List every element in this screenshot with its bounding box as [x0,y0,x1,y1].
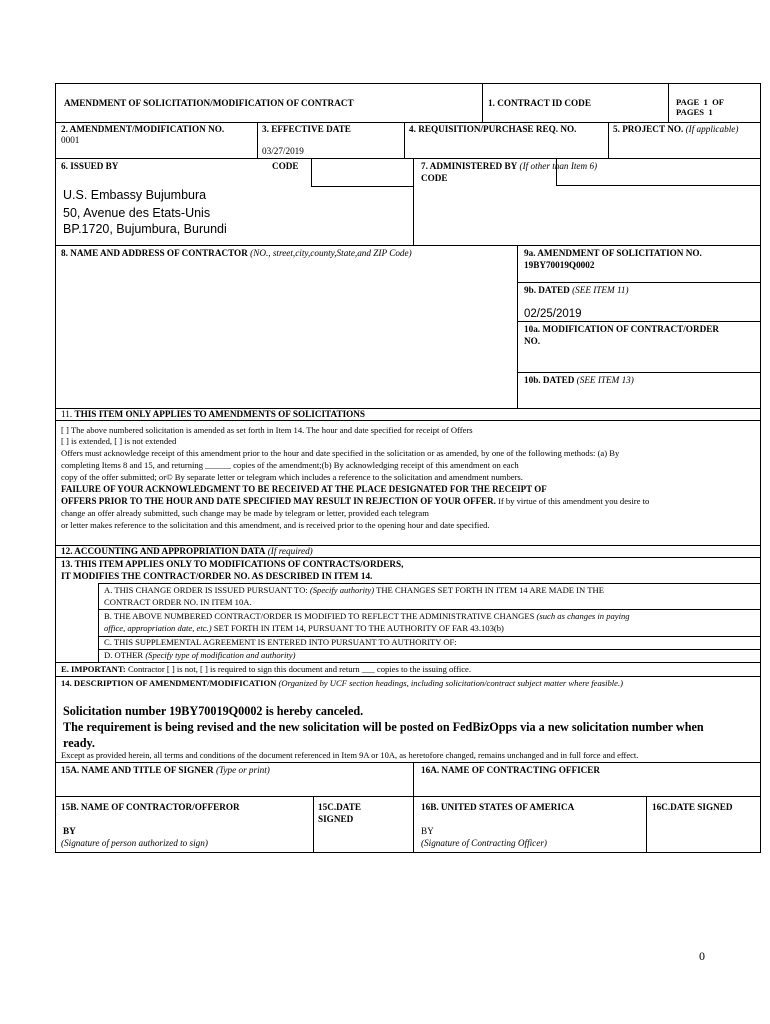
item-13a-text: A. THIS CHANGE ORDER IS ISSUED PURSUANT TO: [104,585,308,595]
rule [482,83,483,122]
cancellation-notice: Solicitation number 19BY70019Q0002 is hereby canceled. [63,704,364,718]
item-11-heading [61,409,365,421]
revision-notice-2: ready. [63,736,95,750]
item-12-text: 12. ACCOUNTING AND APPROPRIATION DATA [61,546,266,556]
item-14-label [61,678,623,690]
item-11-line: [ ] The above numbered solicitation is amended as set forth in Item 14. The hour and date specified for receipt of Offers [61,425,473,435]
amendment-no-value: 0001 [61,135,80,145]
item-13b-line-2 [104,623,504,635]
amendment-of-solicitation-label: 9a. AMENDMENT OF SOLICITATION NO. [524,248,702,258]
signer-name-note: (Type or print) [215,765,270,775]
rule [55,762,761,763]
issuer-address-line-1: U.S. Embassy Bujumbura [63,188,207,202]
rule [517,245,518,408]
rule [55,245,761,246]
item-14-text: 14. DESCRIPTION OF AMENDMENT/MODIFICATION [61,678,277,688]
administered-by-text: 7. ADMINISTERED BY [421,161,518,171]
dated-10b-text: 10b. DATED [524,375,575,385]
issued-by-code-box [311,158,414,187]
rule [646,796,647,853]
item-11-line: or letter makes reference to the solicitation and this amendment, and is received prior to the opening hour and date specified. [61,520,490,530]
page-of-label [676,97,724,117]
administered-by-label [421,161,597,173]
rule [517,321,761,322]
revision-notice: The requirement is being revised and the new solicitation will be posted on FedBizOpps via a new solicitation number when [63,720,704,734]
item-11-line: completing Items 8 and 15, and returning ______ copies of the amendment;(b) By acknowledging receipt of this amendment on each [61,460,519,470]
item-13e [61,664,471,676]
rule [668,83,669,122]
item-13a-text-2: THE CHANGES SET FORTH IN ITEM 14 ARE MADE IN THE [374,585,604,595]
rule [55,676,761,677]
administered-by-code-label: CODE [421,173,448,183]
item-11-line: Offers must acknowledge receipt of this amendment prior to the hour and date specified in the solicitation or as amended, by one of the following methods: (a) By [61,448,620,458]
pages-word: PAGES [676,107,705,117]
contractor-label [61,248,412,260]
of-word: OF [712,97,725,107]
rule [313,796,314,853]
solicitation-no-value: 19BY70019Q0002 [524,260,595,270]
dated-10b-label [524,375,634,387]
item-11-title: THIS ITEM ONLY APPLIES TO AMENDMENTS OF SOLICITATIONS [74,409,366,419]
item-13e-label: E. IMPORTANT: [61,664,126,674]
page-word: PAGE [676,97,700,107]
item-11-num: 11. [61,409,73,419]
contracting-officer-label: 16A. NAME OF CONTRACTING OFFICER [421,765,601,775]
issued-by-label: 6. ISSUED BY [61,161,119,171]
item-11-line: copy of the offer submitted; or© By separate letter or telegram which includes a reference to the solicitation and amendment numbers. [61,472,523,482]
form-title: AMENDMENT OF SOLICITATION/MODIFICATION OF CONTRACT [64,98,354,108]
item-13-line-2: IT MODIFIES THE CONTRACT/ORDER NO. AS DESCRIBED IN ITEM 14. [61,571,373,581]
item-13b-text-2: SET FORTH IN ITEM 14, PURSUANT TO THE AUTHORITY OF FAR 43.103(b) [211,623,504,633]
rule [55,662,761,663]
effective-date-label: 3. EFFECTIVE DATE [262,124,351,134]
item-12-note: (If required) [267,546,313,556]
by-label: BY [63,826,76,836]
item-14-note: (Organized by UCF section headings, including solicitation/contract subject matter where feasible.) [278,678,623,688]
item-13b-text: B. THE ABOVE NUMBERED CONTRACT/ORDER IS MODIFIED TO REFLECT THE ADMINISTRATIVE CHANGES [104,611,535,621]
rule [608,122,609,158]
item-11-failure-warning-2 [61,496,649,508]
item-13b [104,611,630,623]
rule [98,583,99,662]
effective-date-value: 03/27/2019 [262,146,304,156]
item-13-line-1: 13. THIS ITEM APPLIES ONLY TO MODIFICATIONS OF CONTRACTS/ORDERS, [61,559,404,569]
item-13a-note: (Specify authority) [309,585,375,595]
dated-10b-note: (SEE ITEM 13) [576,375,634,385]
rule [98,583,761,584]
except-clause: Except as provided herein, all terms and conditions of the document referenced in Item 9A or 10A, as heretofore changed, remains unchanged and in full force and effect. [61,750,639,760]
item-13a [104,585,604,597]
dated-9b-label [524,285,629,297]
usa-label: 16B. UNITED STATES OF AMERICA [421,802,575,812]
rule [517,372,761,373]
item-11-after-bold: If by virtue of this amendment you desire to [495,496,650,506]
modification-10a-label: 10a. MODIFICATION OF CONTRACT/ORDER [524,324,719,334]
date-signed-15c-label: 15C.DATE [318,802,361,812]
project-no-label [613,124,738,136]
issuer-address-line-2: 50, Avenue des Etats-Unis [63,206,211,220]
project-no-note: (If applicable) [685,124,739,134]
item-13d [104,650,295,662]
item-11-bold-2: OFFERS PRIOR TO THE HOUR AND DATE SPECIFIED MAY RESULT IN REJECTION OF YOUR OFFER. [61,496,496,506]
project-no-text: 5. PROJECT NO. [613,124,684,134]
dated-9b-note: (SEE ITEM 11) [572,285,629,295]
page-number: 0 [699,949,705,963]
date-signed-15c-label-2: SIGNED [318,814,354,824]
rule [404,122,405,158]
item-12-label [61,546,313,558]
item-13a-line-2: CONTRACT ORDER NO. IN ITEM 10A. [104,597,252,607]
rule [257,122,258,158]
date-signed-16c-label: 16C.DATE SIGNED [652,802,733,812]
administered-by-note: (If other than Item 6) [519,161,598,171]
signer-name-label [61,765,270,777]
by-label: BY [421,826,434,836]
dated-9b-value: 02/25/2019 [524,308,582,320]
item-13e-text: Contractor [ ] is not, [ ] is required to sign this document and return ___ copies to the issuing office. [125,664,471,674]
rule [413,762,414,853]
rule [517,282,761,283]
contractor-note: (NO., street,city,county,State,and ZIP Code) [250,248,412,258]
page-num: 1 [703,97,708,107]
item-13d-note: (Specify type of modification and authority) [145,650,296,660]
dated-9b-text: 9b. DATED [524,285,570,295]
issuer-address-line-3: BP.1720, Bujumbura, Burundi [63,222,227,236]
rule [98,609,761,610]
item-13c: C. THIS SUPPLEMENTAL AGREEMENT IS ENTERED INTO PURSUANT TO AUTHORITY OF: [104,637,457,647]
pages-num: 1 [708,107,713,117]
contractor-offeror-label: 15B. NAME OF CONTRACTOR/OFFEROR [61,802,240,812]
issued-by-code-label: CODE [272,161,299,171]
contract-id-text: 1. CONTRACT ID CODE [488,98,591,108]
item-11-failure-warning: FAILURE OF YOUR ACKNOWLEDGMENT TO BE RECEIVED AT THE PLACE DESIGNATED FOR THE RECEIPT OF [61,484,547,494]
item-11-line: [ ] is extended, [ ] is not extended [61,436,177,446]
modification-10a-label-2: NO. [524,336,541,346]
signer-name-text: 15A. NAME AND TITLE OF SIGNER [61,765,214,775]
item-13b-note: (such as changes in paying [536,611,630,621]
item-13b-note-2: office, appropriation date, etc.) [104,623,212,633]
requisition-label: 4. REQUISITION/PURCHASE REQ. NO. [409,124,577,134]
contractor-signature-line: (Signature of person authorized to sign) [61,838,208,848]
rule [55,122,761,123]
amendment-no-label: 2. AMENDMENT/MODIFICATION NO. [61,124,225,134]
officer-signature-line: (Signature of Contracting Officer) [421,838,547,848]
item-11-line: change an offer already submitted, such change may be made by telegram or letter, provided each telegram [61,508,429,518]
item-13d-text: D. OTHER [104,650,144,660]
contract-id-label [488,98,591,110]
contractor-text: 8. NAME AND ADDRESS OF CONTRACTOR [61,248,248,258]
rule [55,796,761,797]
